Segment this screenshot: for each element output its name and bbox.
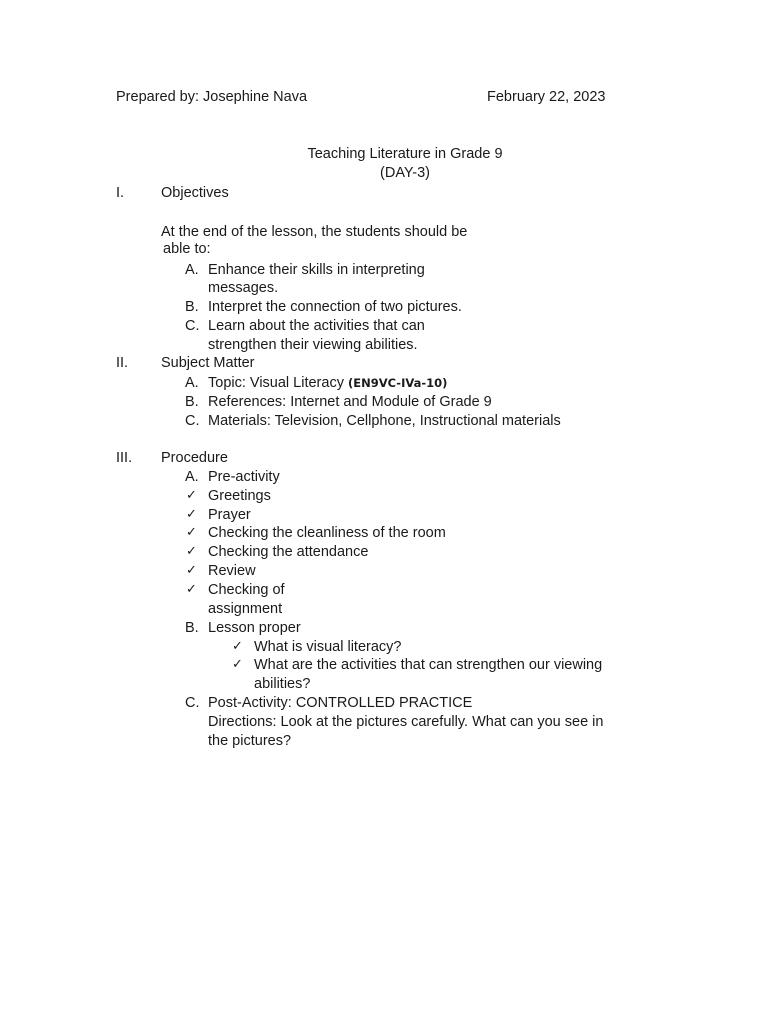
- check-item-attendance: Checking the attendance: [208, 544, 369, 560]
- check-icon: ✓: [232, 657, 243, 672]
- subject-letter-a: A.: [185, 375, 199, 391]
- check-item-assignment-line-2: assignment: [208, 601, 283, 617]
- check-icon: ✓: [232, 639, 243, 654]
- check-icon: ✓: [186, 563, 197, 578]
- document-date: February 22, 2023: [487, 89, 606, 105]
- subject-letter-c: C.: [185, 413, 200, 429]
- page-title: Teaching Literature in Grade 9: [307, 146, 503, 162]
- check-item-greetings: Greetings: [208, 488, 271, 504]
- section-numeral-objectives: I.: [116, 185, 125, 201]
- prepared-by: Prepared by: Josephine Nava: [116, 89, 308, 105]
- procedure-letter-c: C.: [185, 695, 200, 711]
- section-heading-procedure: Procedure: [161, 450, 228, 466]
- procedure-letter-a: A.: [185, 469, 199, 485]
- subject-letter-b: B.: [185, 394, 199, 410]
- lesson-question-2-line-1: What are the activities that can strengthen our viewing: [254, 657, 603, 673]
- objective-a-line-2: messages.: [208, 280, 279, 296]
- objective-letter-a: A.: [185, 262, 199, 278]
- section-heading-subject-matter: Subject Matter: [161, 355, 255, 371]
- objective-c-line-1: Learn about the activities that can: [208, 318, 425, 334]
- procedure-letter-b: B.: [185, 620, 199, 636]
- subject-materials: Materials: Television, Cellphone, Instructional materials: [208, 413, 561, 429]
- objective-letter-b: B.: [185, 299, 199, 315]
- check-icon: ✓: [186, 488, 197, 503]
- check-item-prayer: Prayer: [208, 507, 251, 523]
- directions-line-1: Directions: Look at the pictures carefully. What can you see in: [208, 714, 604, 730]
- check-item-cleanliness: Checking the cleanliness of the room: [208, 525, 446, 541]
- check-icon: ✓: [186, 507, 197, 522]
- pre-activity-label: Pre-activity: [208, 469, 280, 485]
- objective-b-line-1: Interpret the connection of two pictures.: [208, 299, 462, 315]
- check-icon: ✓: [186, 525, 197, 540]
- section-numeral-subject-matter: II.: [116, 355, 129, 371]
- objectives-intro-line-1: At the end of the lesson, the students should be: [161, 224, 468, 240]
- subject-topic: [208, 374, 447, 392]
- check-item-review: Review: [208, 563, 256, 579]
- check-icon: ✓: [186, 544, 197, 559]
- lesson-question-1: What is visual literacy?: [254, 639, 402, 655]
- post-activity-label: Post-Activity: CONTROLLED PRACTICE: [208, 695, 473, 711]
- page-subtitle: (DAY-3): [380, 165, 430, 181]
- directions-line-2: the pictures?: [208, 733, 292, 749]
- competency-code: (EN9VC-IVa-10): [347, 376, 448, 390]
- objective-c-line-2: strengthen their viewing abilities.: [208, 337, 418, 353]
- lesson-question-2-line-2: abilities?: [254, 676, 311, 692]
- lesson-proper-label: Lesson proper: [208, 620, 301, 636]
- subject-references: References: Internet and Module of Grade 9: [208, 394, 492, 410]
- check-item-assignment-line-1: Checking of: [208, 582, 285, 598]
- section-heading-objectives: Objectives: [161, 185, 229, 201]
- objectives-intro-line-2: able to:: [163, 241, 211, 257]
- objective-letter-c: C.: [185, 318, 200, 334]
- section-numeral-procedure: III.: [116, 450, 133, 466]
- check-icon: ✓: [186, 582, 197, 597]
- objective-a-line-1: Enhance their skills in interpreting: [208, 262, 425, 278]
- subject-topic-text: Topic: Visual Literacy: [208, 375, 344, 391]
